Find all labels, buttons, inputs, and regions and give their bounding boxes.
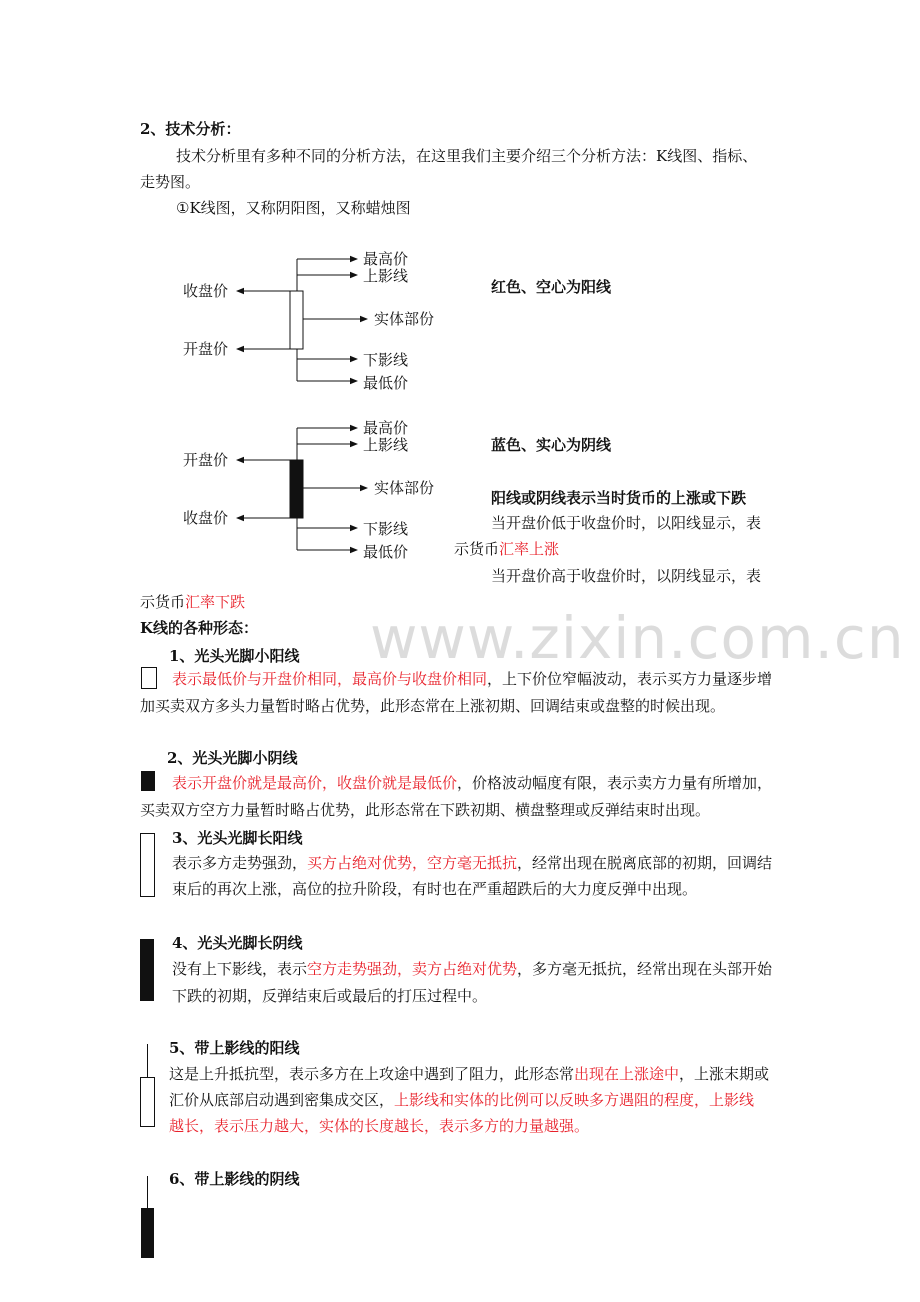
small-yang-candle-icon — [141, 667, 157, 689]
yang-high-label: 最高价 — [363, 250, 409, 268]
candlestick-diagram — [0, 0, 920, 600]
yang-low-label: 最低价 — [363, 374, 409, 392]
section-title: 2、技术分析： — [140, 120, 241, 138]
upper-shadow-yin-candle-icon — [141, 1208, 154, 1258]
form-2-line-2: 买卖双方空方力量暂时略占优势，此形态常在下跌初期、横盘整理或反弹结束时出现。 — [140, 801, 711, 819]
yang-body-label: 实体部份 — [374, 310, 435, 328]
explain-yang-prefix: 示货币 — [454, 540, 500, 558]
intro-line-2: 走势图。 — [140, 173, 201, 191]
form-5-rest: ，上涨末期或 — [679, 1065, 770, 1083]
form-3-rest: ，经常出现在脱离底部的初期，回调结 — [517, 854, 773, 872]
yin-upper-shadow-label: 上影线 — [363, 436, 409, 454]
form-5-line-1 — [169, 1063, 769, 1084]
yin-high-label: 最高价 — [363, 419, 409, 437]
upper-shadow-yang-wick-icon — [147, 1044, 148, 1077]
form-3-red: 买方占绝对优势，空方毫无抵抗 — [307, 854, 518, 872]
yin-lower-shadow-label: 下影线 — [363, 520, 409, 538]
forms-title: K线的各种形态： — [140, 619, 259, 637]
form-4-rest: ，多方毫无抵抗，经常出现在头部开始 — [517, 960, 773, 978]
yang-close-label: 收盘价 — [183, 282, 229, 300]
yin-caption: 蓝色、实心为阴线 — [491, 436, 612, 454]
form-1-red: 表示最低价与开盘价相同，最高价与收盘价相同 — [172, 670, 488, 688]
form-6-title: 6、带上影线的阴线 — [169, 1170, 300, 1188]
form-3-lead: 表示多方走势强劲， — [172, 854, 308, 872]
kline-intro: ①K线图，又称阴阳图，又称蜡烛图 — [176, 199, 411, 217]
yang-open-label: 开盘价 — [183, 340, 229, 358]
explain-yin-line-2 — [140, 591, 245, 612]
yang-caption: 红色、空心为阳线 — [491, 278, 612, 296]
form-1-line-1 — [172, 668, 772, 689]
form-1-title: 1、光头光脚小阳线 — [169, 647, 300, 665]
yin-low-label: 最低价 — [363, 543, 409, 561]
form-2-red: 表示开盘价就是最高价，收盘价就是最低价 — [172, 774, 458, 792]
form-4-line-1 — [172, 958, 772, 979]
yin-open-label: 开盘价 — [183, 451, 229, 469]
form-5-lead: 这是上升抵抗型，表示多方在上攻途中遇到了阻力，此形态常 — [169, 1065, 575, 1083]
yin-candle-diagram — [183, 419, 434, 561]
form-3-title: 3、光头光脚长阳线 — [172, 829, 303, 847]
form-3-line-1 — [172, 852, 772, 873]
form-4-lead: 没有上下影线，表示 — [172, 960, 308, 978]
yin-body — [290, 460, 303, 518]
explain-heading: 阳线或阴线表示当时货币的上涨或下跌 — [491, 489, 747, 507]
form-5-red: 出现在上涨途中 — [574, 1065, 680, 1083]
yin-body-label: 实体部份 — [374, 479, 435, 497]
form-2-line-1 — [172, 772, 772, 793]
form-5-title: 5、带上影线的阳线 — [169, 1039, 300, 1057]
form-5-line-2 — [169, 1089, 754, 1110]
form-4-title: 4、光头光脚长阴线 — [172, 934, 303, 952]
watermark: www.zixin.com.cn — [370, 604, 905, 672]
yang-upper-shadow-label: 上影线 — [363, 267, 409, 285]
explain-yang-line-1: 当开盘价低于收盘价时，以阳线显示，表 — [491, 514, 762, 532]
small-yin-candle-icon — [141, 771, 155, 791]
yang-body — [290, 291, 303, 349]
form-1-rest: ，上下价位窄幅波动，表示买方力量逐步增 — [487, 670, 773, 688]
form-4-red: 空方走势强劲，卖方占绝对优势 — [307, 960, 518, 978]
form-5-line-3: 越长，表示压力越大，实体的长度越长，表示多方的力量越强。 — [169, 1117, 590, 1135]
long-yang-candle-icon — [140, 833, 155, 897]
explain-yang-red: 汇率上涨 — [499, 540, 560, 558]
yang-candle-diagram — [183, 250, 434, 392]
form-1-line-2: 加买卖双方多头力量暂时略占优势，此形态常在上涨初期、回调结束或盘整的时候出现。 — [140, 697, 726, 715]
form-3-line-2: 束后的再次上涨，高位的拉升阶段，有时也在严重超跌后的大力度反弹中出现。 — [172, 880, 698, 898]
yang-lower-shadow-label: 下影线 — [363, 351, 409, 369]
intro-line-1: 技术分析里有多种不同的分析方法，在这里我们主要介绍三个分析方法：K线图、指标、 — [176, 147, 758, 165]
explain-yang-line-2 — [454, 538, 559, 559]
form-4-line-2: 下跌的初期，反弹结束后或最后的打压过程中。 — [172, 987, 488, 1005]
long-yin-candle-icon — [140, 939, 154, 1001]
form-5-lead-2: 汇价从底部启动遇到密集成交区， — [169, 1091, 395, 1109]
explain-yin-prefix: 示货币 — [140, 593, 186, 611]
upper-shadow-yang-candle-icon — [140, 1077, 155, 1127]
form-2-rest: ，价格波动幅度有限，表示卖方力量有所增加， — [457, 774, 773, 792]
form-2-title: 2、光头光脚小阴线 — [167, 749, 298, 767]
explain-yin-line-1: 当开盘价高于收盘价时，以阴线显示，表 — [491, 567, 762, 585]
form-5-red-2: 上影线和实体的比例可以反映多方遇阻的程度，上影线 — [394, 1091, 755, 1109]
explain-yin-red: 汇率下跌 — [185, 593, 246, 611]
yin-close-label: 收盘价 — [183, 509, 229, 527]
upper-shadow-yin-wick-icon — [147, 1176, 148, 1208]
